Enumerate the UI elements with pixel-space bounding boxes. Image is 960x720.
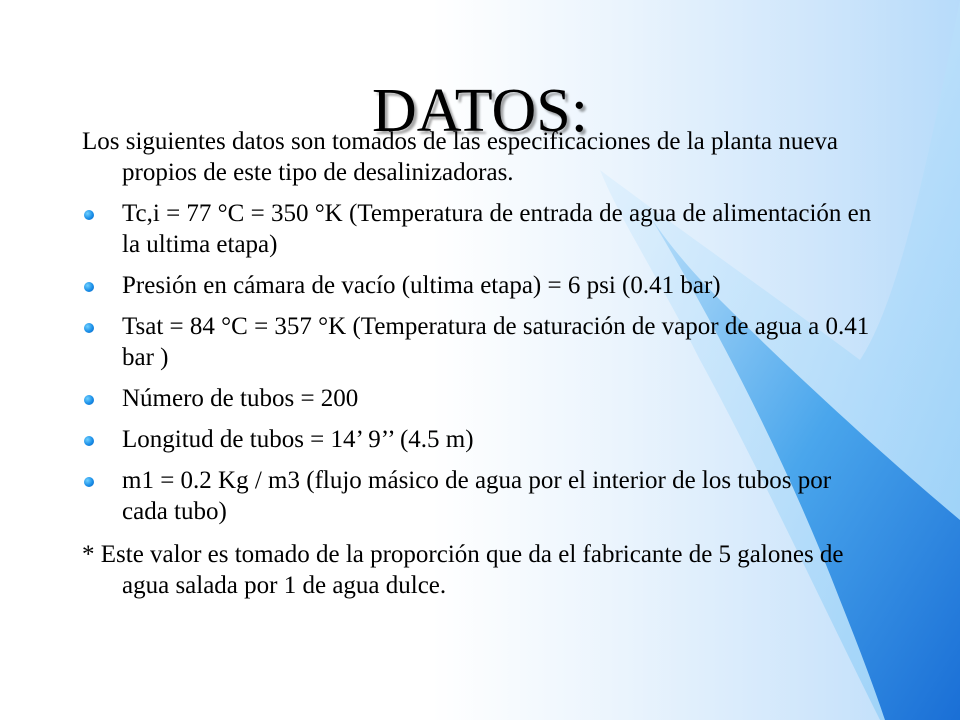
list-item	[82, 270, 882, 301]
bullet-dot-icon	[84, 210, 94, 220]
list-item	[82, 198, 882, 260]
list-item	[82, 465, 882, 527]
data-list	[82, 198, 882, 527]
list-item-text: Tc,i = 77 °C = 350 °K (Temperatura de entrada de agua de alimentación en la ultima etapa)	[122, 200, 872, 258]
list-item-text: Longitud de tubos = 14’ 9’’ (4.5 m)	[122, 426, 474, 453]
bullet-dot-icon	[84, 323, 94, 333]
bullet-dot-icon	[84, 282, 94, 292]
list-item	[82, 383, 882, 414]
bullet-dot-icon	[84, 395, 94, 405]
intro-paragraph: Los siguientes datos son tomados de las especificaciones de la planta nueva propios de este tipo de desalinizadoras.	[82, 128, 839, 186]
list-item-text: Presión en cámara de vacío (ultima etapa) = 6 psi (0.41 bar)	[122, 272, 721, 299]
list-item	[82, 424, 882, 455]
footnote: * Este valor es tomado de la proporción que da el fabricante de 5 galones de agua salada por 1 de agua dulce.	[82, 541, 844, 599]
slide-content	[82, 126, 882, 601]
bullet-dot-icon	[84, 436, 94, 446]
list-item-text: Número de tubos = 200	[122, 385, 359, 412]
bullet-dot-icon	[84, 477, 94, 487]
slide-title: DATOS:	[372, 76, 588, 145]
list-item-text: Tsat = 84 °C = 357 °K (Temperatura de saturación de vapor de agua a 0.41 bar )	[122, 313, 870, 371]
list-item	[82, 311, 882, 373]
list-item-text: m1 = 0.2 Kg / m3 (flujo másico de agua por el interior de los tubos por cada tubo)	[122, 467, 832, 525]
